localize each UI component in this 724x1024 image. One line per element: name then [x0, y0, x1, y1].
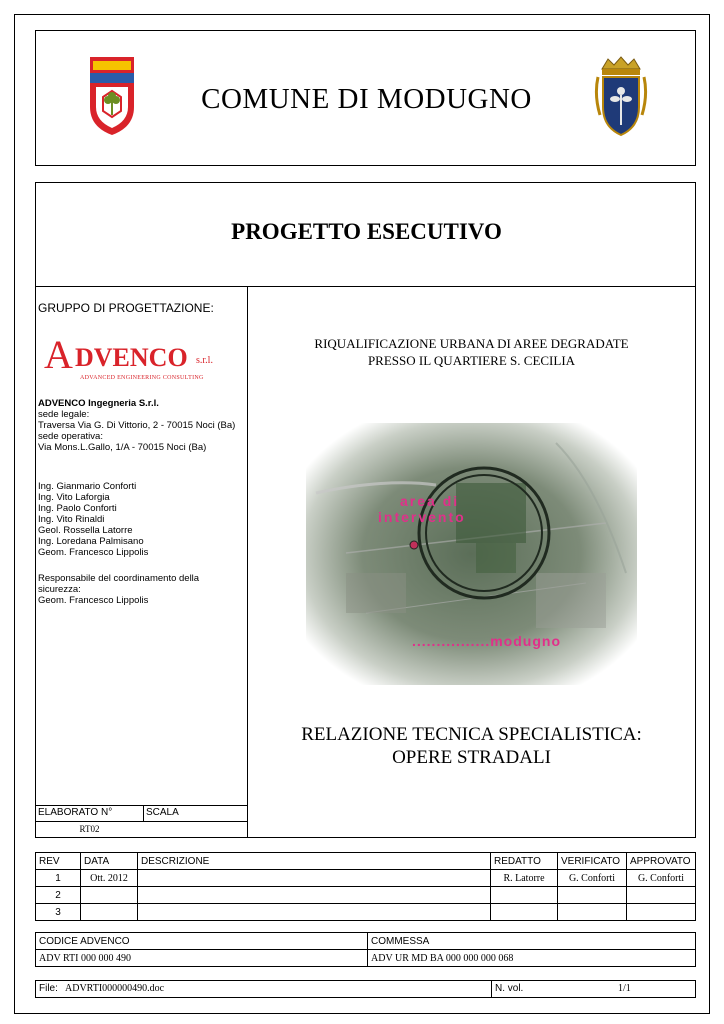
legal-address: Traversa Via G. Di Vittorio, 2 - 70015 Noci (Ba) — [38, 419, 236, 431]
safety-label: sicurezza: — [38, 583, 81, 595]
engineer: Geom. Francesco Lippolis — [38, 546, 149, 558]
map-label-area-line1: area di — [400, 493, 460, 509]
advenco-code-value: ADV RTI 000 000 490 — [36, 950, 368, 967]
modugno-coat-of-arms — [592, 55, 650, 139]
col-verified: VERIFICATO — [558, 853, 627, 870]
safety-info — [38, 574, 243, 607]
logo-suffix: s.r.l. — [196, 355, 213, 366]
safety-label: Responsabile del coordinamento della — [38, 573, 200, 584]
map-label-area — [378, 493, 466, 525]
rev-number: 2 — [36, 887, 81, 904]
advenco-code-label: CODICE ADVENCO — [36, 933, 368, 950]
engineers-list — [38, 482, 243, 558]
vol-value: 1/1 — [618, 983, 631, 994]
operative-address: Via Mons.L.Gallo, 1/A - 70015 Noci (Ba) — [38, 441, 207, 453]
engineer: Ing. Gianmario Conforti — [38, 481, 137, 492]
table-row — [36, 904, 696, 921]
company-name: ADVENCO Ingegneria S.r.l. — [38, 398, 159, 409]
rev-approved — [627, 904, 696, 921]
rev-verified: G. Conforti — [558, 870, 627, 887]
divider — [36, 821, 248, 822]
rev-date — [81, 904, 138, 921]
revisions-grid — [35, 852, 696, 921]
engineer: Ing. Vito Rinaldi — [38, 513, 105, 525]
rev-verified — [558, 887, 627, 904]
elaborato-value: RT02 — [79, 824, 100, 834]
file-label: File: — [39, 983, 58, 994]
codes-table — [35, 932, 696, 967]
divider — [143, 805, 144, 821]
engineer: Ing. Loredana Palmisano — [38, 535, 144, 547]
rev-approved: G. Conforti — [627, 870, 696, 887]
scale-label: SCALA — [146, 807, 179, 818]
elaborato-box — [36, 805, 248, 839]
elaborato-label: ELABORATO N° — [38, 807, 113, 818]
rev-date — [81, 887, 138, 904]
report-title — [248, 723, 695, 769]
vol-label: N. vol. — [495, 983, 524, 994]
legal-label: sede legale: — [38, 408, 90, 420]
header-box — [35, 30, 696, 166]
project-title — [248, 335, 695, 369]
col-date: DATA — [81, 853, 138, 870]
design-group-title: GRUPPO DI PROGETTAZIONE: — [38, 301, 214, 315]
project-phase: PROGETTO ESECUTIVO — [231, 219, 502, 244]
municipality-title: COMUNE DI MODUGNO — [201, 83, 532, 115]
rev-number: 3 — [36, 904, 81, 921]
rev-description — [138, 887, 491, 904]
engineer: Ing. Vito Laforgia — [38, 491, 110, 503]
rev-number: 1 — [36, 870, 81, 887]
table-row — [36, 950, 696, 967]
table-header-row — [36, 933, 696, 950]
revisions-table — [35, 852, 696, 921]
company-info — [38, 399, 243, 454]
file-value: ADVRTI000000490.doc — [65, 983, 165, 994]
codes-grid — [35, 932, 696, 967]
rev-description — [138, 870, 491, 887]
map-label-area-line2: intervento — [378, 509, 466, 525]
col-rev: REV — [36, 853, 81, 870]
main-box — [35, 182, 696, 838]
footer-bar — [35, 980, 696, 998]
logo-initial: A — [44, 332, 73, 377]
rev-verified — [558, 904, 627, 921]
operative-label: sede operativa: — [38, 430, 103, 442]
commessa-label: COMMESSA — [368, 933, 696, 950]
table-row — [36, 870, 696, 887]
rev-description — [138, 904, 491, 921]
divider — [491, 981, 492, 997]
col-approved: APPROVATO — [627, 853, 696, 870]
engineer: Ing. Paolo Conforti — [38, 502, 117, 514]
col-description: DESCRIZIONE — [138, 853, 491, 870]
table-header-row — [36, 853, 696, 870]
rev-approved — [627, 887, 696, 904]
safety-person: Geom. Francesco Lippolis — [38, 594, 149, 606]
advenco-logo — [44, 333, 234, 385]
engineer: Geol. Rossella Latorre — [38, 524, 133, 536]
rev-date: Ott. 2012 — [81, 870, 138, 887]
col-drafted: REDATTO — [491, 853, 558, 870]
report-title-line2: OPERE STRADALI — [392, 747, 551, 768]
rev-drafted — [491, 887, 558, 904]
divider — [36, 805, 248, 806]
logo-name: DVENCO — [75, 343, 188, 372]
rev-drafted — [491, 904, 558, 921]
project-title-line1: RIQUALIFICAZIONE URBANA DI AREE DEGRADATE — [314, 336, 629, 351]
report-title-line1: RELAZIONE TECNICA SPECIALISTICA: — [301, 724, 642, 745]
table-row — [36, 887, 696, 904]
rev-drafted: R. Latorre — [491, 870, 558, 887]
map-label-city: ................modugno — [412, 633, 561, 649]
logo-tagline: ADVANCED ENGINEERING CONSULTING — [80, 375, 204, 381]
aerial-map — [306, 423, 637, 685]
project-title-line2: PRESSO IL QUARTIERE S. CECILIA — [367, 353, 576, 368]
commessa-value: ADV UR MD BA 000 000 000 068 — [368, 950, 696, 967]
divider — [36, 286, 695, 287]
